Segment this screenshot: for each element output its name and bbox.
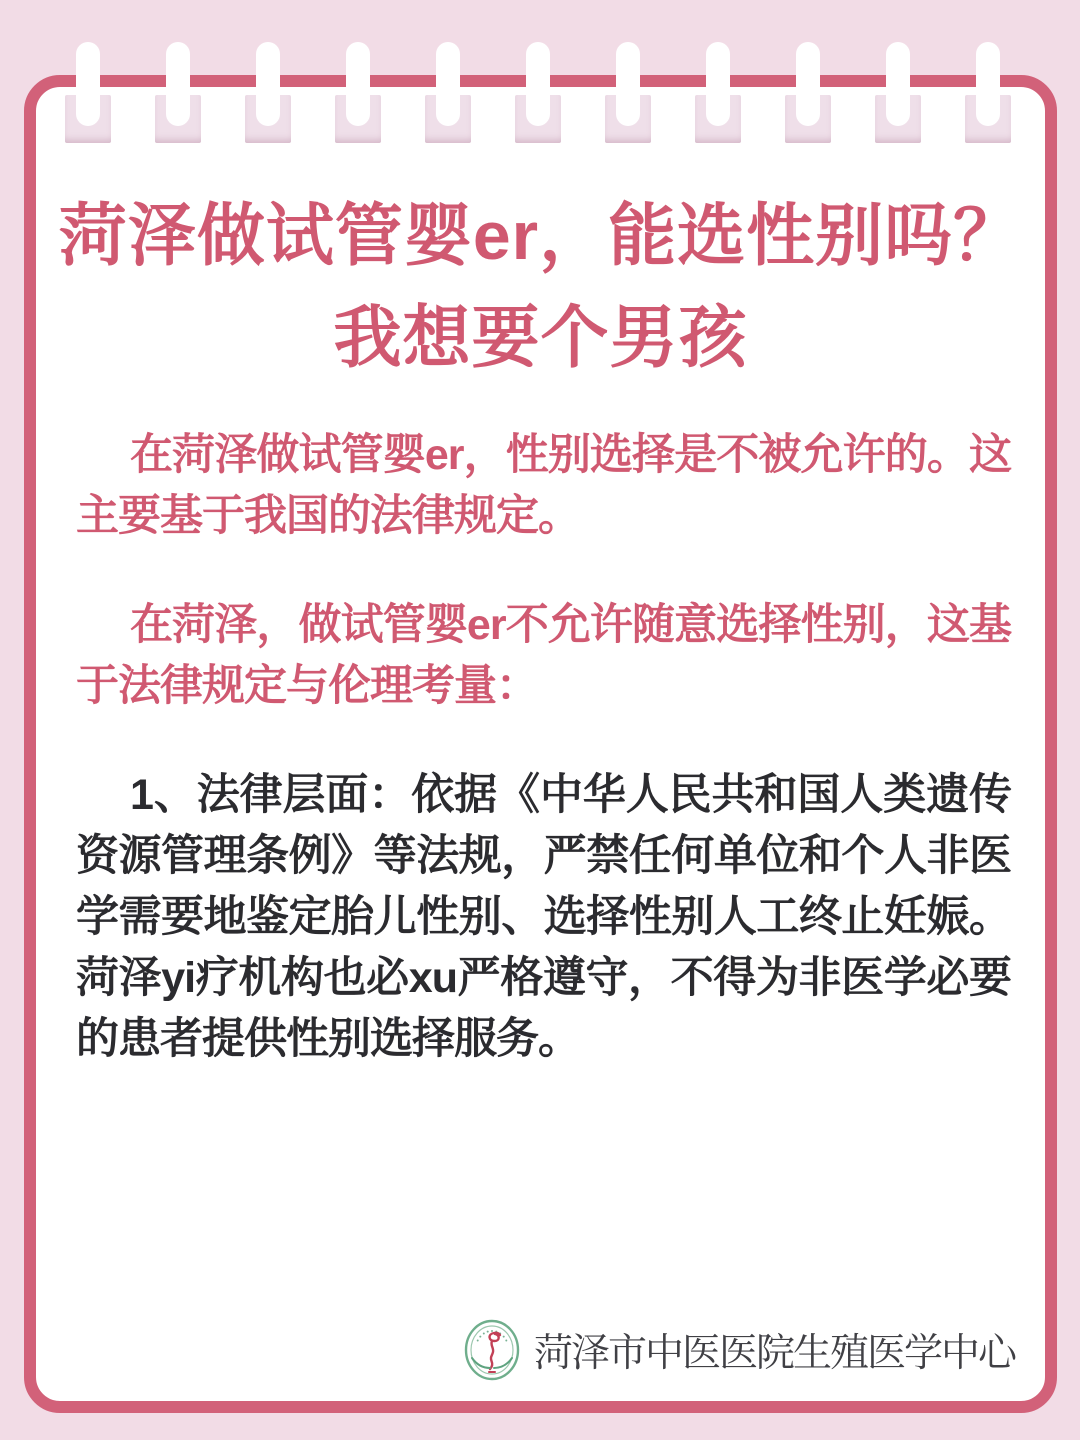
notebook-card bbox=[24, 75, 1057, 1413]
ring-pin bbox=[166, 42, 190, 126]
binder-ring bbox=[965, 42, 1011, 164]
ring-pin bbox=[526, 42, 550, 126]
ring-pin bbox=[976, 42, 1000, 126]
ring-pin bbox=[886, 42, 910, 126]
binder-rings bbox=[65, 42, 1011, 164]
paragraph-policy-basis: 在菏泽，做试管婴er不允许随意选择性别，这基于法律规定与伦理考量： bbox=[76, 601, 1011, 710]
ring-pin bbox=[616, 42, 640, 126]
binder-ring bbox=[335, 42, 381, 164]
title-line-2: 我想要个男孩 bbox=[333, 300, 748, 376]
ring-pin bbox=[436, 42, 460, 126]
hospital-name: 菏泽市中医医院生殖医学中心 bbox=[533, 1332, 1015, 1375]
paragraph-intro: 在菏泽做试管婴er，性别选择是不被允许的。这主要基于我国的法律规定。 bbox=[76, 431, 1011, 540]
ring-pin bbox=[76, 42, 100, 126]
binder-ring bbox=[785, 42, 831, 164]
title-line-1: 菏泽做试管婴er，能选性别吗？ bbox=[58, 198, 1023, 274]
binder-ring bbox=[515, 42, 561, 164]
footer bbox=[463, 1315, 1015, 1385]
binder-ring bbox=[875, 42, 921, 164]
binder-ring bbox=[605, 42, 651, 164]
ring-pin bbox=[796, 42, 820, 126]
binder-ring bbox=[65, 42, 111, 164]
hospital-emblem-icon bbox=[463, 1318, 521, 1382]
binder-ring bbox=[245, 42, 291, 164]
binder-ring bbox=[425, 42, 471, 164]
poster-title bbox=[36, 185, 1045, 389]
ring-pin bbox=[256, 42, 280, 126]
ring-pin bbox=[346, 42, 370, 126]
binder-ring bbox=[695, 42, 741, 164]
paragraph-legal-detail: 1、法律层面：依据《中华人民共和国人类遗传资源管理条例》等法规，严禁任何单位和个人非医学需要地鉴定胎儿性别、选择性别人工终止妊娠。菏泽yi疗机构也必xu严格遵守，不得为非医学必要的患者提供性别选择服务。 bbox=[76, 771, 1011, 1063]
binder-ring bbox=[155, 42, 201, 164]
ring-pin bbox=[706, 42, 730, 126]
